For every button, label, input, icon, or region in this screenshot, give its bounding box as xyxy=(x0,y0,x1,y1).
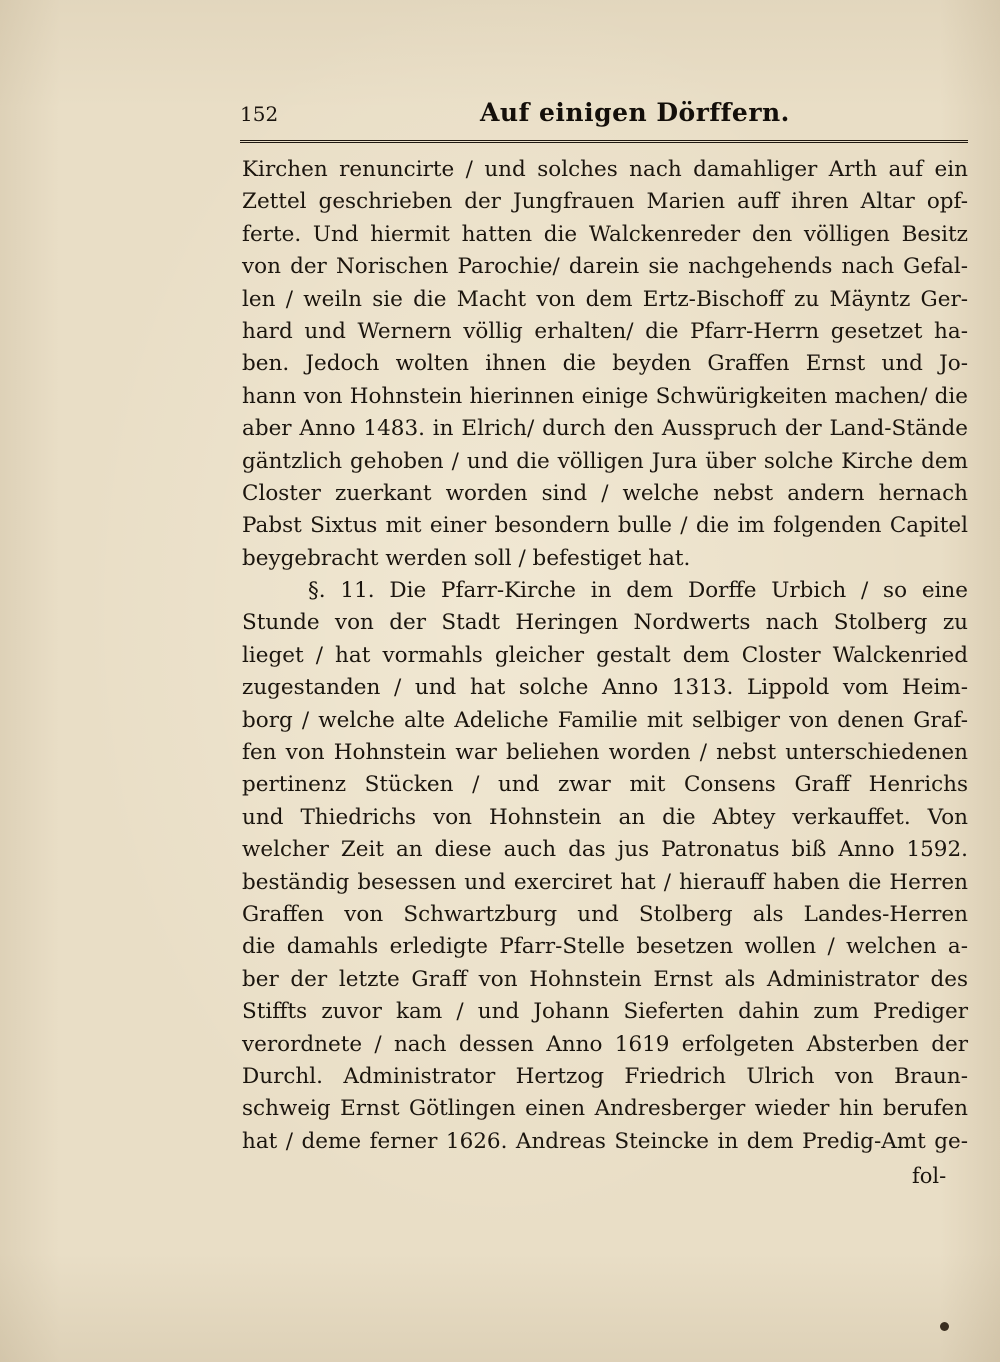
text-line: von der Norischen Parochie/ darein sie nachgehends nach Gefal- xyxy=(242,254,968,280)
text-line: Pabst Sixtus mit einer besondern bulle / die im folgenden Capitel xyxy=(242,513,968,539)
text-line: welcher Zeit an diese auch das jus Patronatus biß Anno 1592. xyxy=(242,837,968,863)
text-line: hat / deme ferner 1626. Andreas Steincke in dem Predig-Amt ge- xyxy=(242,1128,968,1154)
text-line: Stiffts zuvor kam / und Johann Sieferten dahin zum Prediger xyxy=(242,999,968,1025)
text-line: Stunde von der Stadt Heringen Nordwerts nach Stolberg zu xyxy=(242,610,968,636)
header-rule xyxy=(240,140,968,143)
text-line: verordnete / nach dessen Anno 1619 erfolgeten Absterben der xyxy=(242,1031,968,1057)
text-line: len / weiln sie die Macht von dem Ertz-Bischoff zu Mäyntz Ger- xyxy=(242,286,968,312)
text-line: ben. Jedoch wolten ihnen die beyden Graffen Ernst und Jo- xyxy=(242,351,968,377)
text-line: Graffen von Schwartzburg und Stolberg als Landes-Herren xyxy=(242,901,968,927)
text-line: zugestanden / und hat solche Anno 1313. Lippold vom Heim- xyxy=(242,675,968,701)
ink-speck xyxy=(940,1322,949,1331)
text-line: die damahls erledigte Pfarr-Stelle besetzen wollen / welchen a- xyxy=(242,934,968,960)
text-line: lieget / hat vormahls gleicher gestalt dem Closter Walckenried xyxy=(242,642,968,668)
text-line: beständig besessen und exerciret hat / hierauff haben die Herren xyxy=(242,869,968,895)
text-line: Kirchen renuncirte / und solches nach damahliger Arth auf ein xyxy=(242,157,968,182)
text-line: beygebracht werden soll / befestiget hat. xyxy=(242,545,691,571)
text-line: gäntzlich gehoben / und die völligen Jura über solche Kirche dem xyxy=(242,448,968,474)
body-text xyxy=(242,154,968,1158)
text-line: Closter zuerkant worden sind / welche nebst andern hernach xyxy=(242,480,968,506)
text-line: pertinenz Stücken / und zwar mit Consens Graff Henrichs xyxy=(242,772,968,798)
running-head: Auf einigen Dörffern. xyxy=(480,98,790,127)
section-start-line: §. 11. Die Pfarr-Kirche in dem Dorffe Urbich / so eine xyxy=(308,578,968,604)
text-line: ferte. Und hiermit hatten die Walckenreder den völligen Besitz xyxy=(242,221,968,247)
text-line: schweig Ernst Götlingen einen Andresberger wieder hin berufen xyxy=(242,1096,968,1122)
text-line: borg / welche alte Adeliche Familie mit selbiger von denen Graf- xyxy=(242,707,968,733)
catchword: fol- xyxy=(912,1164,947,1188)
text-line: Durchl. Administrator Hertzog Friedrich Ulrich von Braun- xyxy=(242,1063,968,1089)
page-header xyxy=(240,98,970,134)
text-line: ber der letzte Graff von Hohnstein Ernst als Administrator des xyxy=(242,966,968,992)
text-line: hard und Wernern völlig erhalten/ die Pfarr-Herrn gesetzet ha- xyxy=(242,318,968,344)
text-line: hann von Hohnstein hierinnen einige Schwürigkeiten machen/ die xyxy=(242,383,968,409)
text-line: und Thiedrichs von Hohnstein an die Abtey verkauffet. Von xyxy=(242,804,968,830)
page-number: 152 xyxy=(240,102,279,126)
text-line: Zettel geschrieben der Jungfrauen Marien auff ihren Altar opf- xyxy=(242,189,968,215)
text-line: fen von Hohnstein war beliehen worden / nebst unterschiedenen xyxy=(242,740,968,766)
text-line: aber Anno 1483. in Elrich/ durch den Ausspruch der Land-Stände xyxy=(242,416,968,442)
